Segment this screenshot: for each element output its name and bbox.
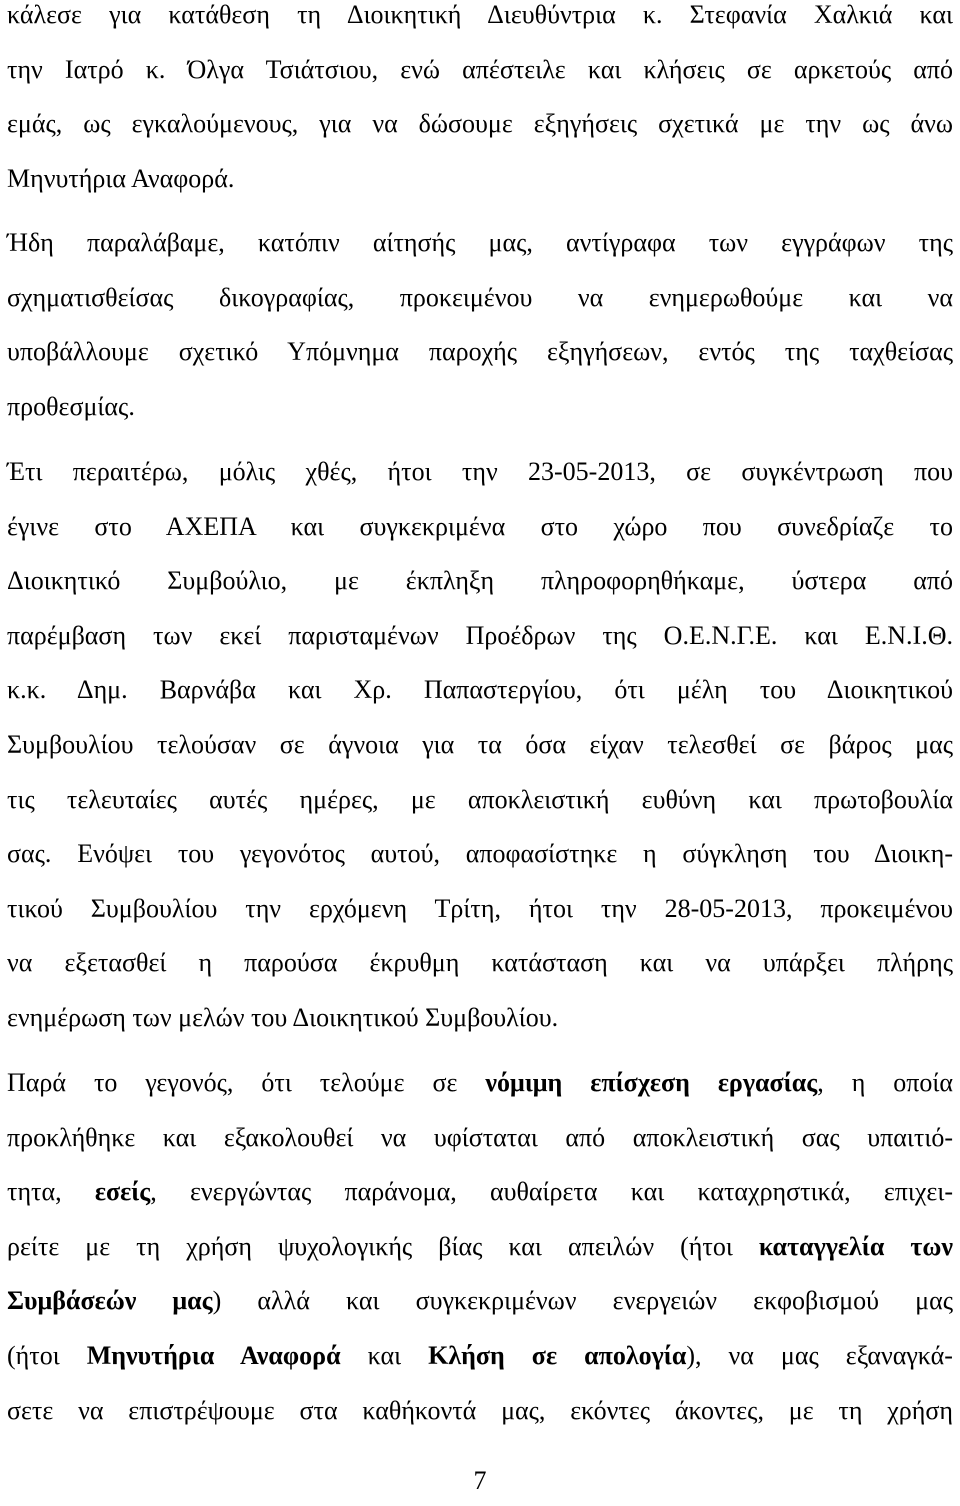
text-line: υποβάλλουμε σχετικό Υπόμνημα παροχής εξηγήσεων, εντός της ταχθείσας [7, 337, 953, 367]
paragraph-meeting [7, 445, 953, 1046]
text-run: , η οποία [817, 1068, 954, 1097]
paragraph-case-file [7, 216, 953, 434]
text-line: Ήδη παραλάβαμε, κατόπιν αίτησής μας, αντίγραφα των εγγράφων της [7, 228, 953, 257]
text-run: ), να μας εξαναγκά- [686, 1340, 953, 1370]
text-line: προκλήθηκε και εξακολουθεί να υφίσταται από αποκλειστική σας υπαιτιό- [7, 1122, 953, 1152]
text-run: , ενεργώντας παράνομα, αυθαίρετα και καταχρηστικά, επιχει- [150, 1177, 953, 1207]
bold-phrase: Συμβάσεών μας [7, 1286, 213, 1316]
text-line: κ.κ. Δημ. Βαρνάβα και Χρ. Παπαστεργίου, ότι μέλη του Διοικητικού [7, 675, 953, 705]
text-line: τις τελευταίες αυτές ημέρες, με αποκλειστική ευθύνη και πρωτοβουλία [7, 784, 953, 814]
text-run: (ήτοι [7, 1340, 87, 1370]
bold-phrase: καταγγελία των [758, 1231, 953, 1261]
text-run: και [340, 1340, 429, 1370]
text-line [7, 1220, 953, 1275]
text-line: τικού Συμβουλίου την ερχόμενη Τρίτη, ήτοι την 28-05-2013, προκειμένου [7, 893, 953, 923]
text-line: σας. Ενόψει του γεγονότος αυτού, αποφασίστηκε η σύγκληση του Διοικη- [7, 839, 953, 869]
text-run: Παρά το γεγονός, ότι τελούμε σε [7, 1068, 486, 1097]
text-line: σετε να επιστρέψουμε στα καθήκοντά μας, εκόντες άκοντες, με τη χρήση [7, 1395, 953, 1425]
paragraph-work-retention [7, 1056, 953, 1438]
text-line [7, 1056, 953, 1111]
text-line: κάλεσε για κατάθεση τη Διοικητική Διευθύντρια κ. Στεφανία Χαλκιά και [7, 0, 953, 29]
text-line: σχηματισθείσας δικογραφίας, προκειμένου να ενημερωθούμε και να [7, 282, 953, 312]
text-line: προθεσμίας. [7, 391, 135, 421]
bold-phrase: Κλήση σε απολογία [428, 1340, 687, 1370]
text-line [7, 1274, 953, 1329]
text-line: παρέμβαση των εκεί παρισταμένων Προέδρων της Ο.Ε.Ν.Γ.Ε. και Ε.Ν.Ι.Θ. [7, 620, 953, 650]
text-line: εμάς, ως εγκαλούμενους, για να δώσουμε εξηγήσεις σχετικά με την ως άνω [7, 109, 953, 139]
text-run: ) αλλά και συγκεκριμένων ενεργειών εκφοβισμού μας [212, 1286, 953, 1316]
text-line: Μηνυτήρια Αναφορά. [7, 163, 235, 193]
text-line: την Ιατρό κ. Όλγα Τσιάτσιου, ενώ απέστειλε και κλήσεις σε αρκετούς από [7, 54, 953, 84]
bold-phrase: εσείς [94, 1177, 151, 1207]
text-line: Διοικητικό Συμβούλιο, με έκπληξη πληροφορηθήκαμε, ύστερα από [7, 566, 953, 596]
text-line: να εξετασθεί η παρούσα έκρυθμη κατάσταση και να υπάρξει πλήρης [7, 948, 953, 978]
text-line: έγινε στο ΑΧΕΠΑ και συγκεκριμένα στο χώρο που συνεδρίαζε το [7, 511, 953, 541]
text-line [7, 1165, 953, 1220]
bold-phrase: Μηνυτήρια Αναφορά [86, 1340, 341, 1370]
page-number: 7 [473, 1466, 487, 1495]
paragraph-summons [7, 0, 953, 206]
bold-phrase: νόμιμη επίσχεση εργασίας [485, 1068, 818, 1097]
text-run: τητα, [7, 1177, 95, 1207]
text-line: ενημέρωση των μελών του Διοικητικού Συμβουλίου. [7, 1002, 559, 1032]
text-line: Συμβουλίου τελούσαν σε άγνοια για τα όσα είχαν τελεσθεί σε βάρος μας [7, 729, 953, 759]
text-run: ρείτε με τη χρήση ψυχολογικής βίας και απειλών (ήτοι [7, 1231, 759, 1261]
text-line: Έτι περαιτέρω, μόλις χθές, ήτοι την 23-05-2013, σε συγκέντρωση που [7, 457, 953, 486]
text-line [7, 1329, 953, 1384]
